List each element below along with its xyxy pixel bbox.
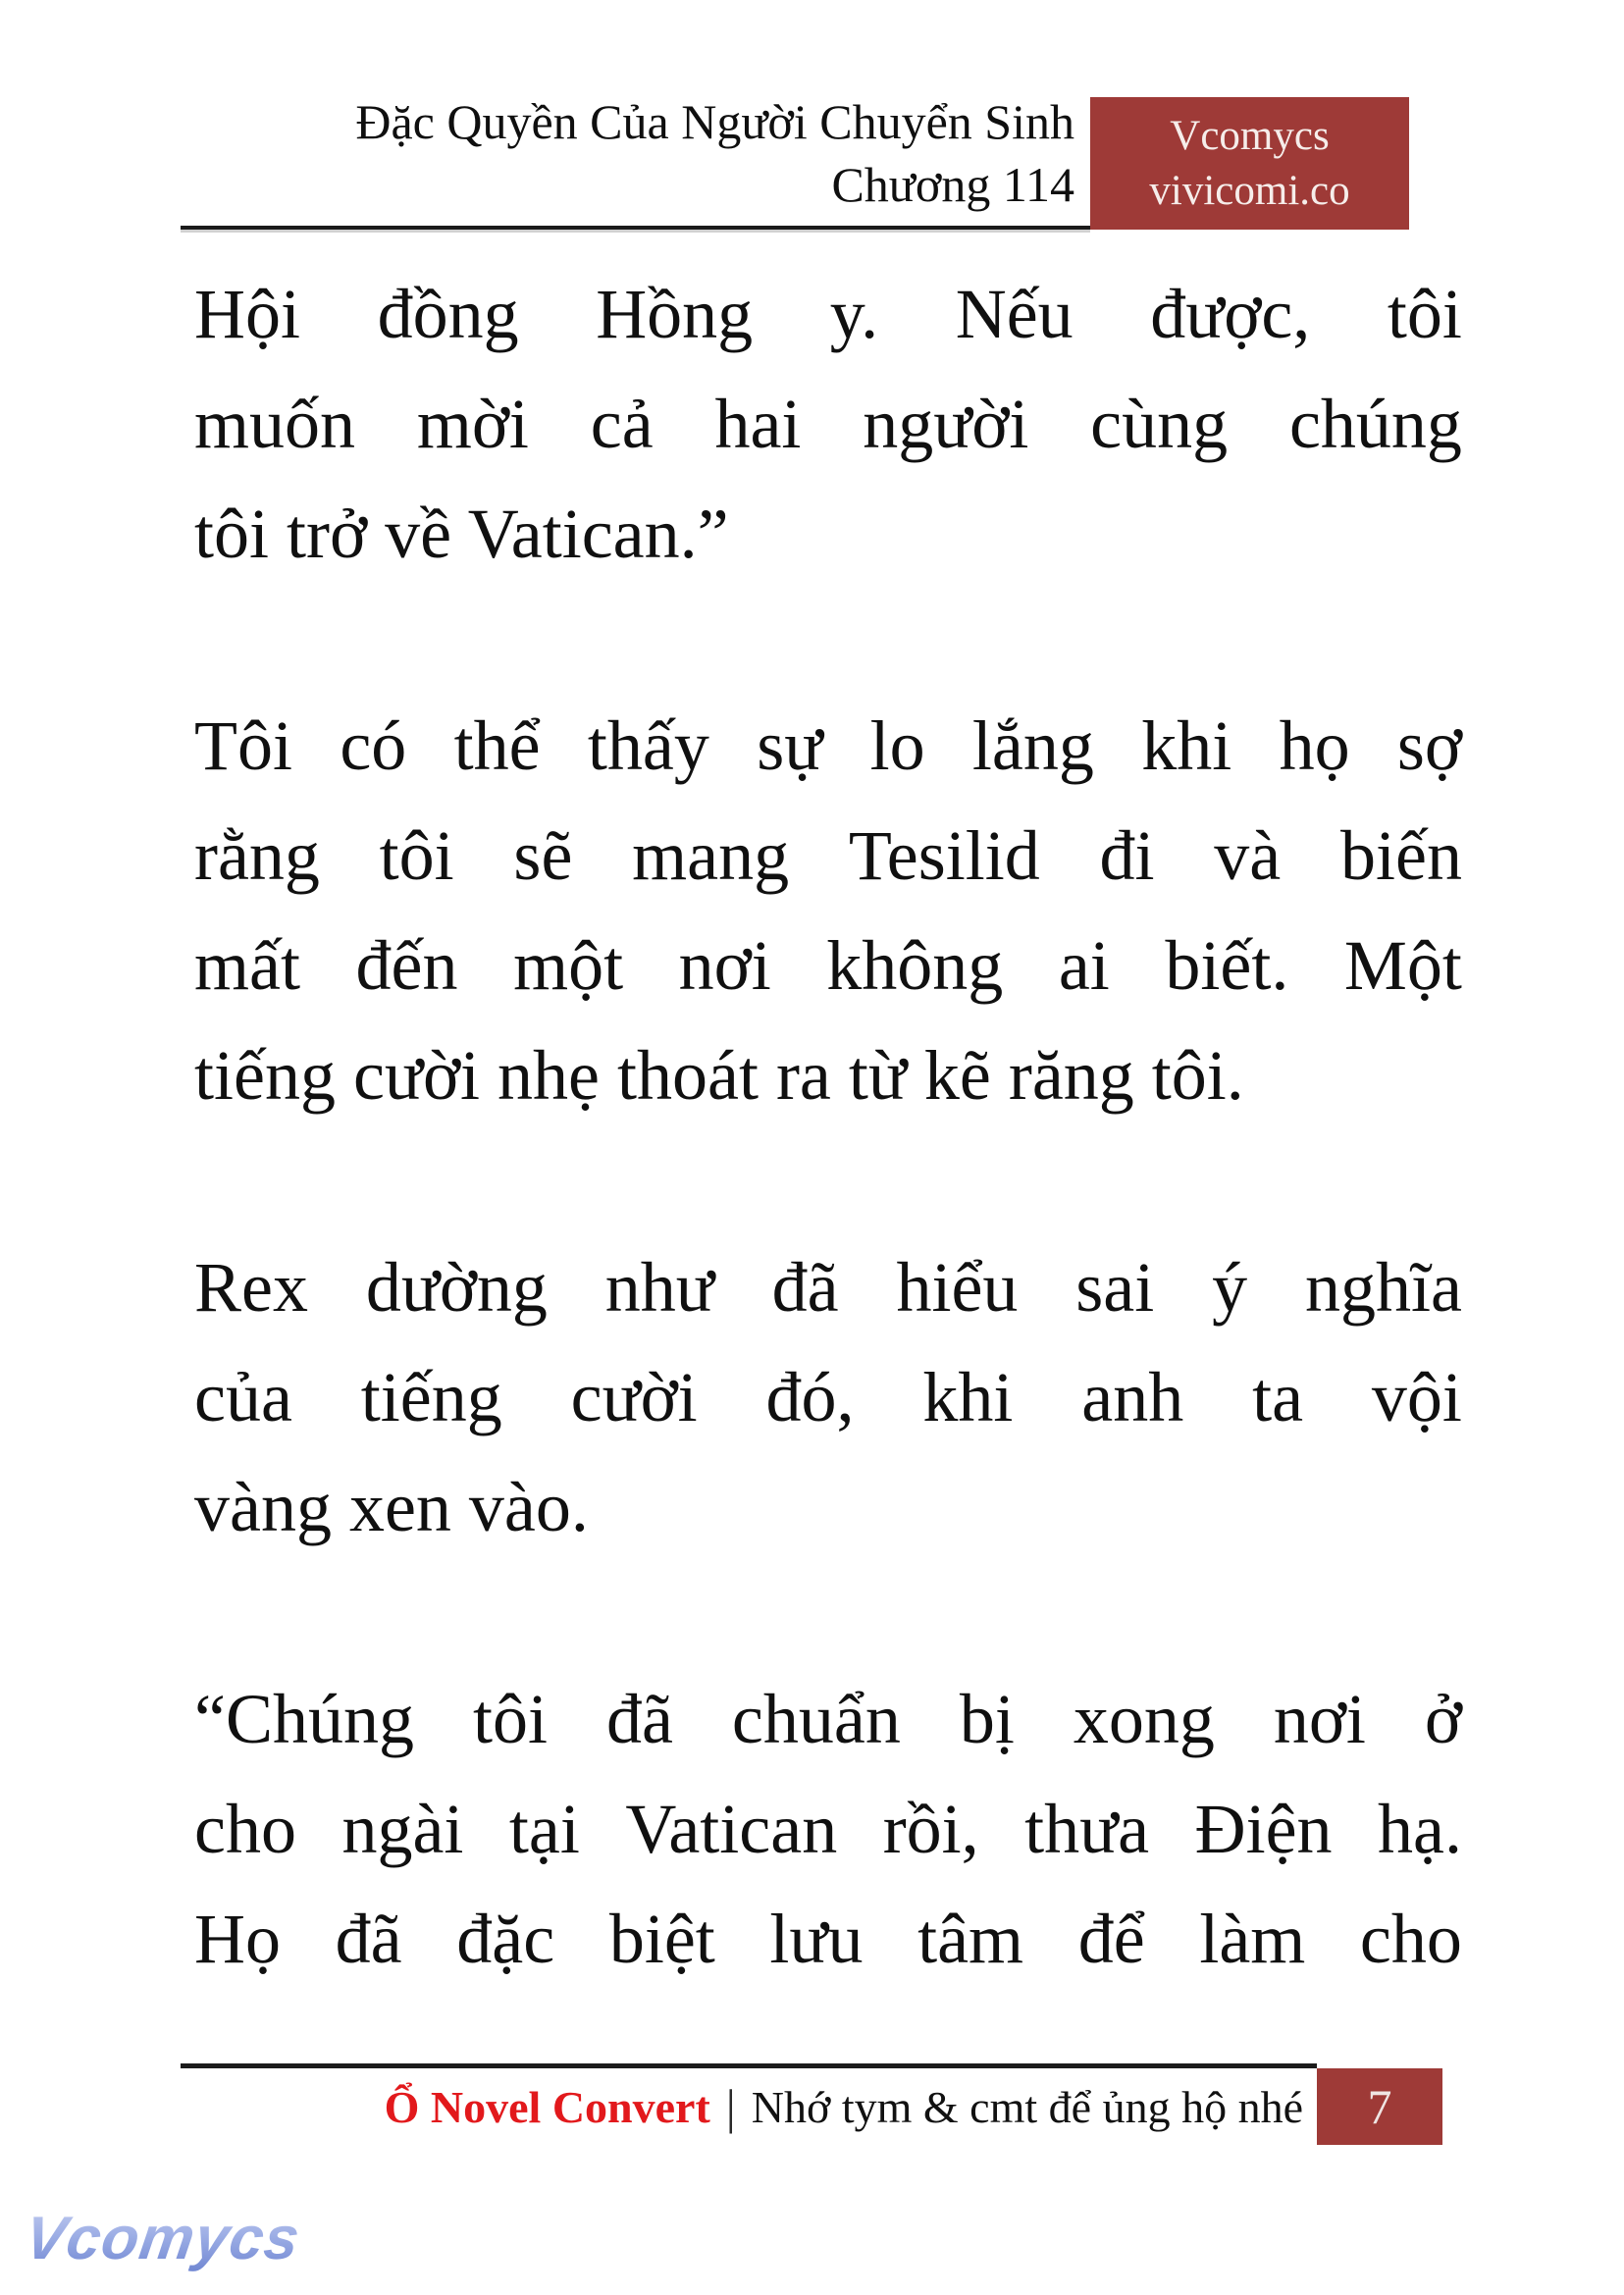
text-line: Họ đã đặc biệt lưu tâm để làm cho xyxy=(194,1900,1462,1978)
text-line: muốn mời cả hai người cùng chúng xyxy=(194,385,1462,463)
brand-badge-url: vivicomi.co xyxy=(1149,167,1350,214)
text-line: của tiếng cười đó, khi anh ta vội xyxy=(194,1358,1462,1436)
text-line: rằng tôi sẽ mang Tesilid đi và biến xyxy=(194,816,1462,895)
vcomycs-watermark-logo: Vcomycs xyxy=(21,2205,305,2272)
text-line: Tôi có thể thấy sự lo lắng khi họ sợ xyxy=(194,706,1462,785)
chapter-label: Chương 114 xyxy=(831,157,1074,212)
brand-badge xyxy=(1090,97,1409,230)
footer xyxy=(181,2068,1317,2145)
footer-brand: Ổ Novel Convert xyxy=(384,2081,710,2132)
text-line: “Chúng tôi đã chuẩn bị xong nơi ở xyxy=(194,1680,1462,1758)
brand-badge-name: Vcomycs xyxy=(1170,112,1330,159)
paragraph xyxy=(194,259,1462,589)
text-line: Rex dường như đã hiểu sai ý nghĩa xyxy=(194,1248,1462,1327)
paragraph xyxy=(194,691,1462,1130)
text-line: Hội đồng Hồng y. Nếu được, tôi xyxy=(194,275,1462,353)
text-line: tôi trở về Vatican.” xyxy=(194,495,729,573)
paragraph xyxy=(194,1664,1462,1994)
header xyxy=(355,90,1074,216)
text-line: mất đến một nơi không ai biết. Một xyxy=(194,926,1462,1005)
text-line: vàng xen vào. xyxy=(194,1468,589,1546)
text-line: cho ngài tại Vatican rồi, thưa Điện hạ. xyxy=(194,1790,1462,1868)
body-text xyxy=(194,259,1462,2096)
page-number-badge xyxy=(1317,2068,1442,2145)
page-number: 7 xyxy=(1367,2079,1392,2134)
footer-support-note: Nhớ tym & cmt để ủng hộ nhé xyxy=(751,2081,1303,2132)
text-line: tiếng cười nhẹ thoát ra từ kẽ răng tôi. xyxy=(194,1036,1244,1115)
paragraph xyxy=(194,1232,1462,1562)
header-divider xyxy=(181,226,1090,230)
book-title: Đặc Quyền Của Người Chuyển Sinh xyxy=(355,94,1074,149)
footer-separator: | xyxy=(725,2079,736,2134)
